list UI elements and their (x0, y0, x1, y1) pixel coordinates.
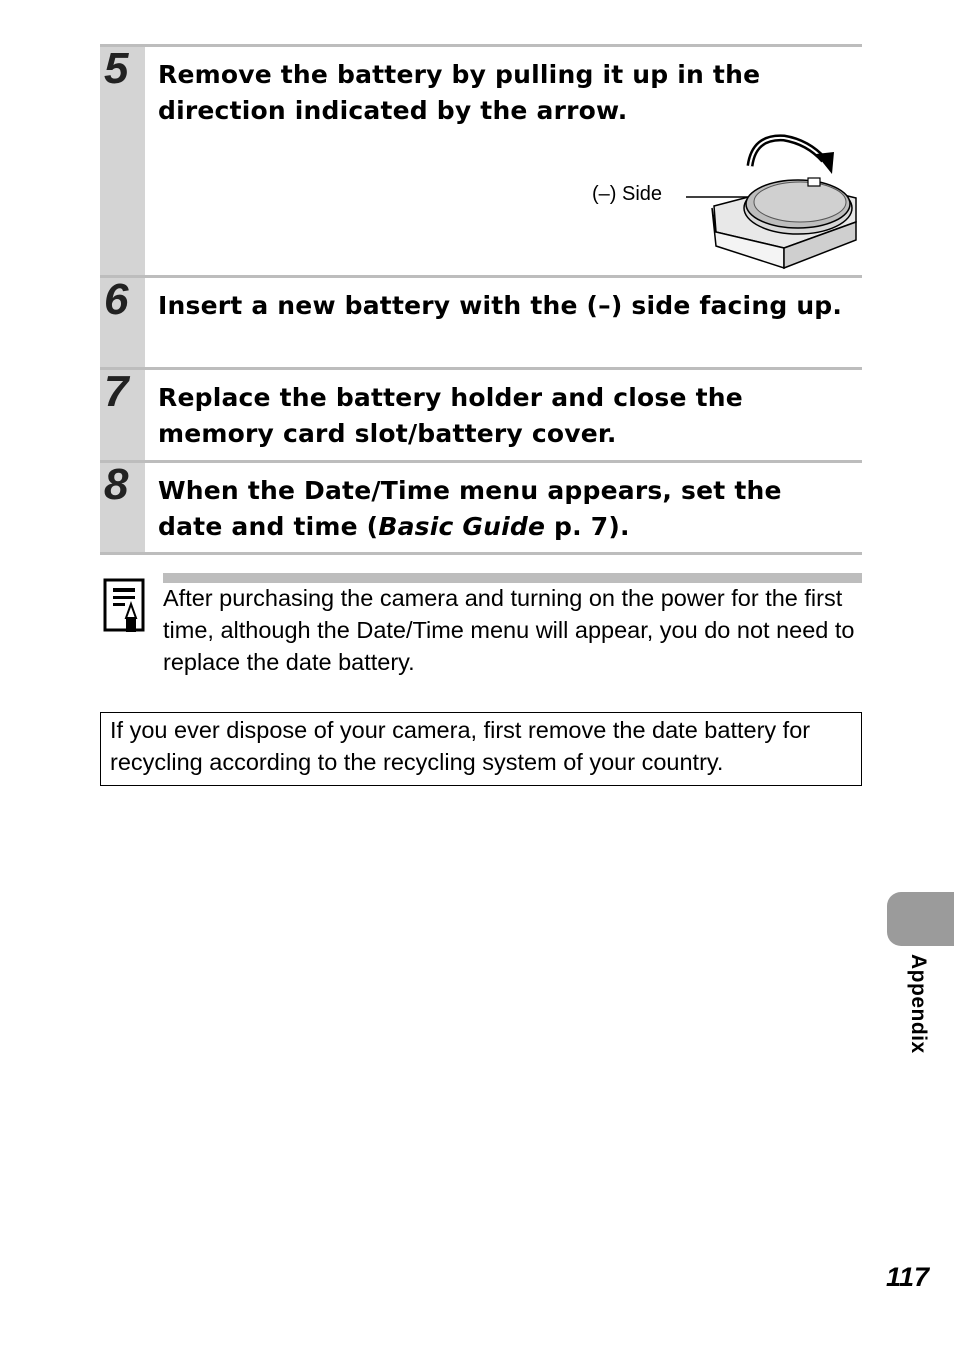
callout-label: (–) Side (592, 183, 663, 205)
section-tab (887, 892, 954, 946)
step-number-box (100, 460, 145, 553)
step-text (158, 473, 852, 545)
step-number: 8 (104, 460, 129, 509)
step-number-box (100, 44, 145, 277)
step-number: 7 (104, 367, 129, 416)
step-7 (100, 367, 862, 463)
step-text: Replace the battery holder and close the memory card slot/battery cover. (158, 383, 743, 448)
step-text-part: p. 7). (545, 512, 630, 541)
recycling-notice-text: If you ever dispose of your camera, first remove the date battery for recycling according to the recycling system of your country. (110, 717, 811, 775)
step-number-box (100, 275, 145, 370)
section-tab-label: Appendix (907, 954, 930, 1054)
step-text: Insert a new battery with the (–) side facing up. (158, 291, 843, 320)
step-text: Remove the battery by pulling it up in the direction indicated by the arrow. (158, 60, 761, 125)
note-text: After purchasing the camera and turning on the power for the first time, although the Date/Time menu will appear, you do not need to replace the date battery. (163, 585, 855, 675)
battery-removal-illustration (680, 128, 860, 273)
step-number: 6 (104, 275, 129, 324)
step-number: 5 (104, 44, 129, 93)
step-8 (100, 460, 862, 553)
step-text-part: When the Date/Time menu appears, set the date and time ( (158, 476, 782, 541)
note-icon (103, 578, 147, 634)
recycling-notice-box (100, 712, 862, 786)
step-6 (100, 275, 862, 370)
steps-bottom-rule (100, 552, 862, 555)
step-number-box (100, 367, 145, 463)
basic-guide-reference: Basic Guide (378, 512, 546, 541)
page-number: 117 (885, 1262, 929, 1292)
